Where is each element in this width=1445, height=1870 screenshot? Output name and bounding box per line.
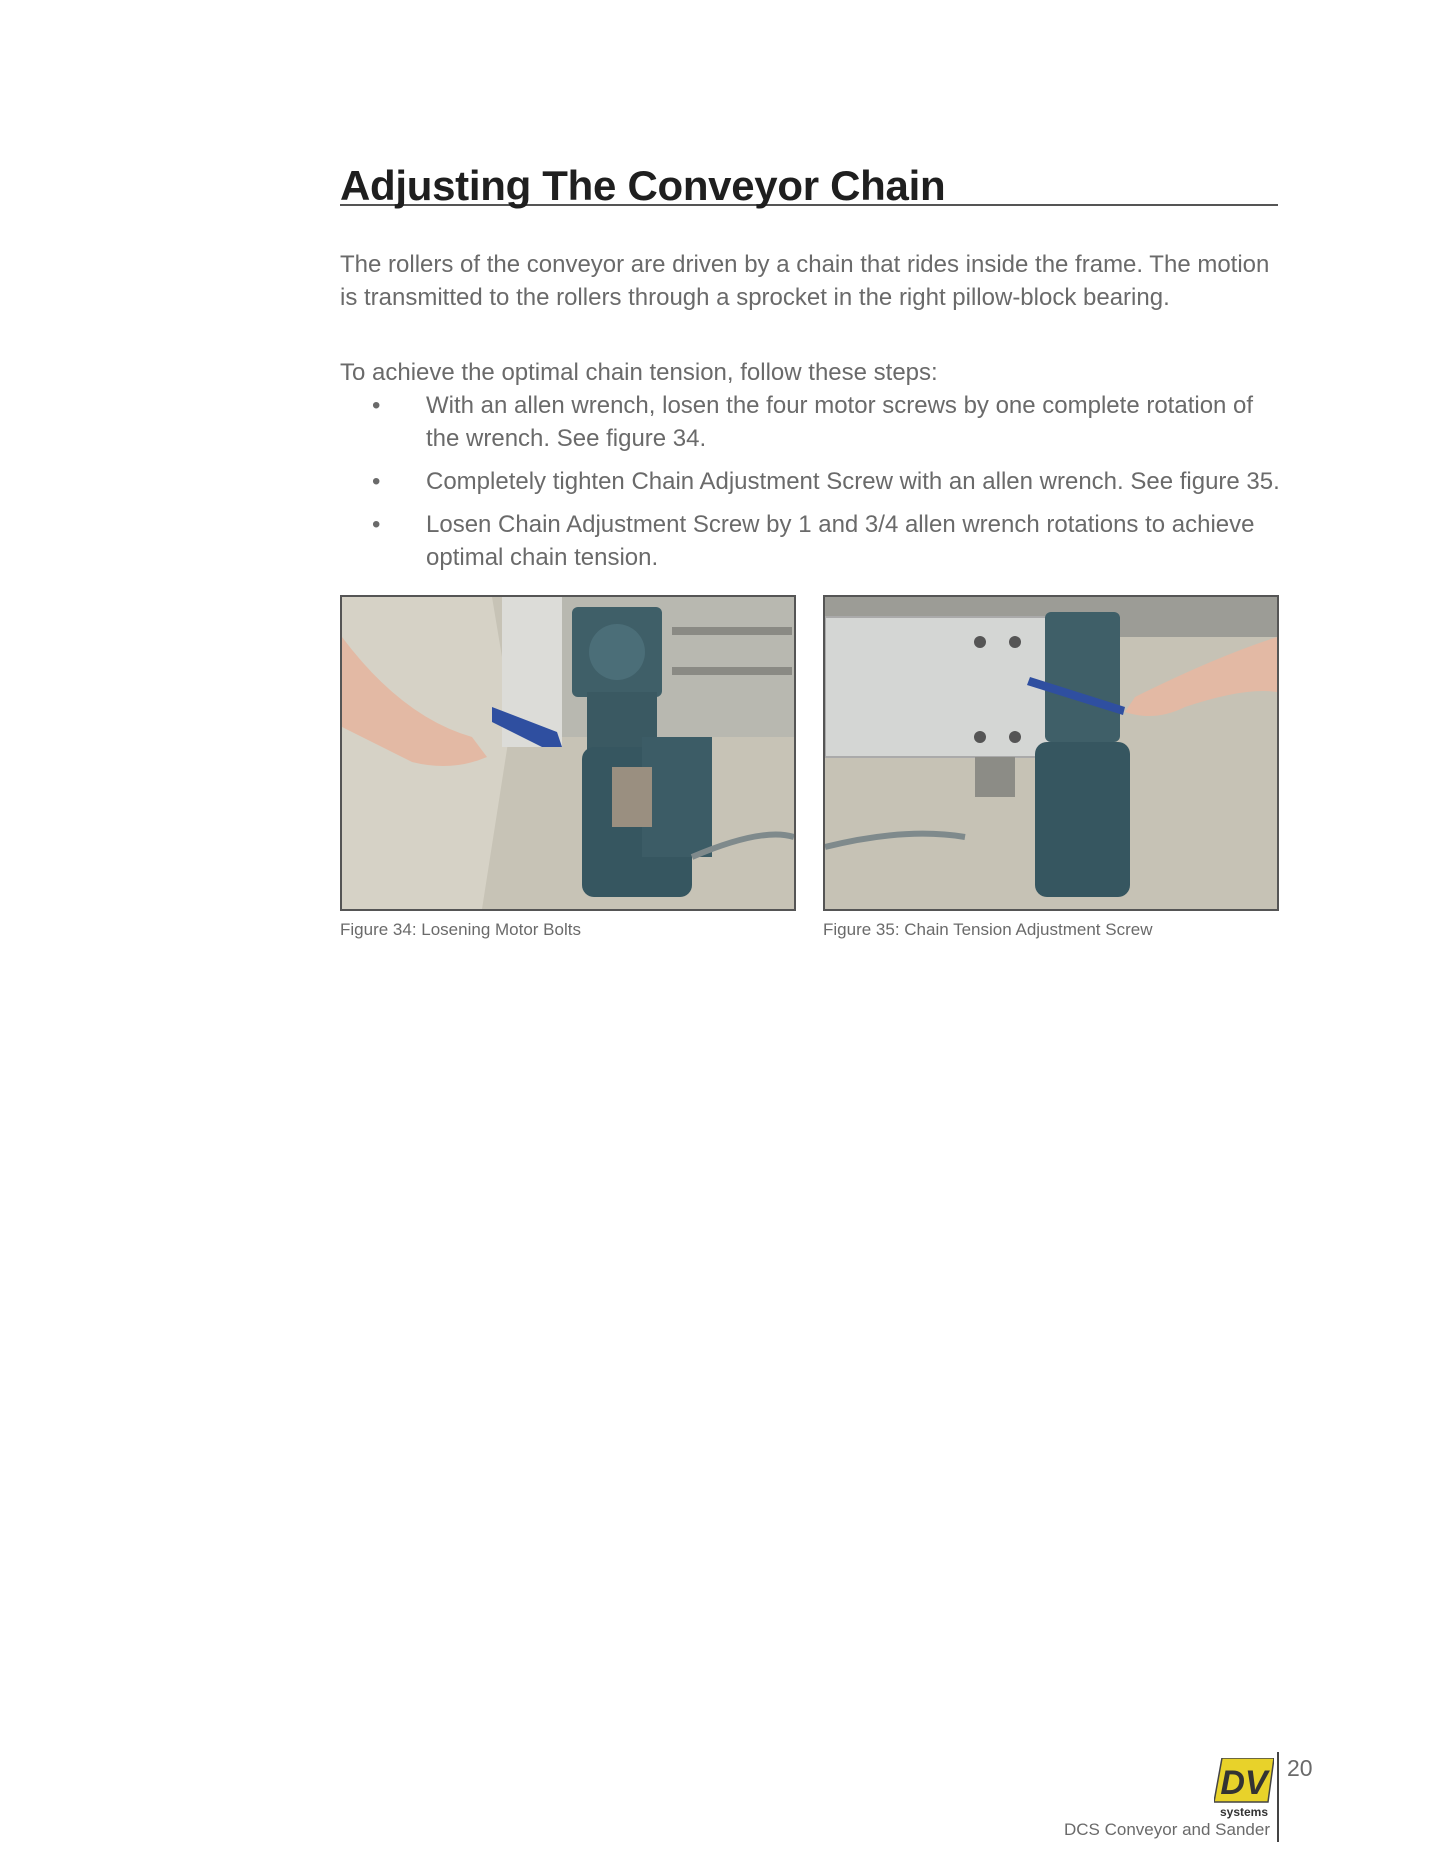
figure-35-caption: Figure 35: Chain Tension Adjustment Screw: [823, 920, 1153, 939]
page-title: Adjusting The Conveyor Chain: [340, 162, 946, 209]
step-text: With an allen wrench, losen the four motor screws by one complete rotation of the wrench. See figure 34.: [426, 392, 1254, 452]
bullet-icon: •: [372, 468, 381, 495]
figure-34-caption: Figure 34: Losening Motor Bolts: [340, 920, 581, 939]
steps-intro-paragraph: To achieve the optimal chain tension, follow these steps:: [340, 359, 938, 386]
list-item: [340, 389, 1280, 455]
figure-35: [823, 595, 1277, 940]
dv-systems-logo: [1214, 1758, 1274, 1820]
title-rule: [340, 160, 1278, 209]
list-item: [340, 508, 1280, 574]
bullet-icon: •: [372, 511, 381, 538]
figure-34: [340, 595, 794, 940]
steps-list: [340, 389, 1280, 584]
page-number: 20: [1287, 1755, 1313, 1781]
figure-35-photo: [823, 595, 1279, 911]
bullet-icon: •: [372, 392, 381, 419]
figure-34-photo: [340, 595, 796, 911]
document-title: DCS Conveyor and Sander: [1063, 1820, 1270, 1839]
list-item: [340, 465, 1280, 498]
logo-subtext: systems: [1219, 1805, 1269, 1819]
logo-text: DV: [1220, 1764, 1268, 1802]
footer-divider: [1277, 1752, 1279, 1842]
intro-paragraph: The rollers of the conveyor are driven by a chain that rides inside the frame. The motion is transmitted to the rollers through a sprocket in the right pillow-block bearing.: [340, 251, 1270, 311]
step-text: Losen Chain Adjustment Screw by 1 and 3/4 allen wrench rotations to achieve optimal chain tension.: [426, 511, 1255, 571]
step-text: Completely tighten Chain Adjustment Screw with an allen wrench. See figure 35.: [426, 468, 1280, 495]
